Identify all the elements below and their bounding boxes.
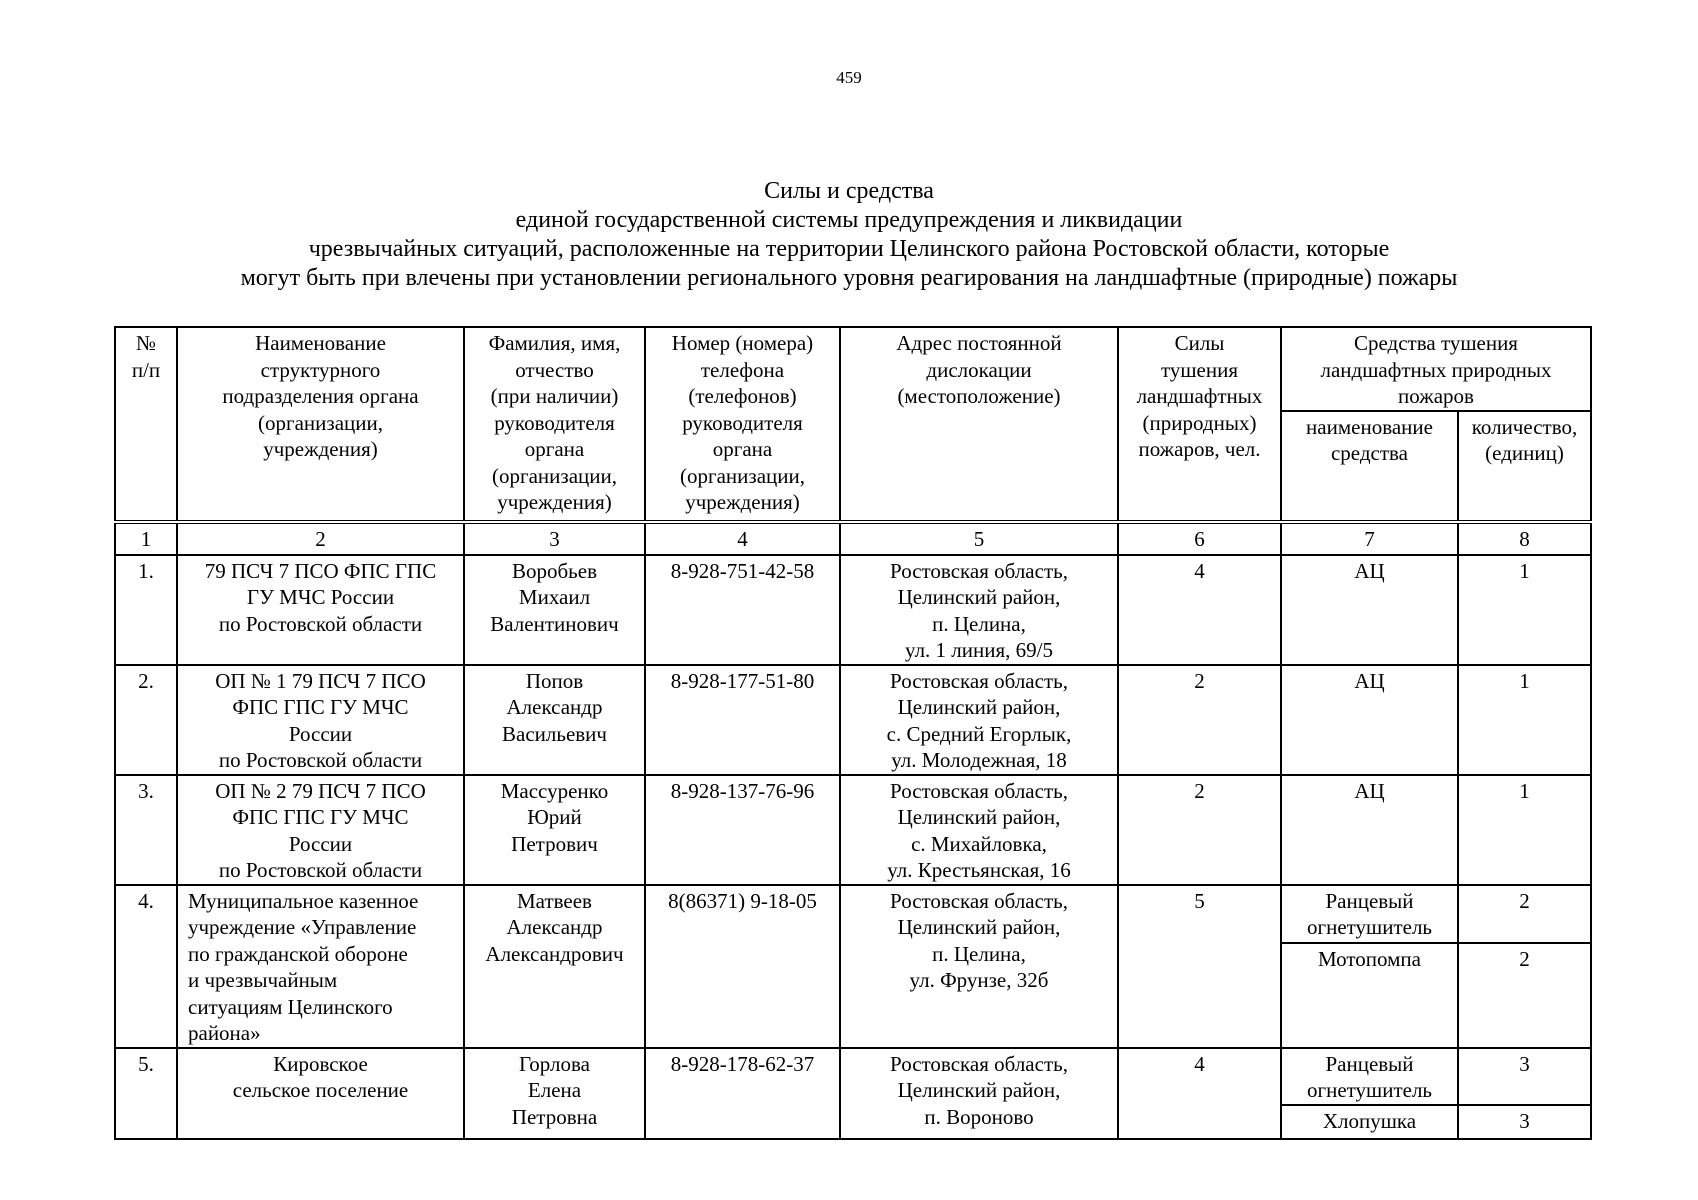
phone-cell — [645, 665, 840, 775]
means-qty-cell-line: 2 — [1519, 888, 1530, 913]
column-number: 2 — [177, 522, 464, 555]
forces-cell — [1118, 1048, 1281, 1139]
organization-cell-line: района» — [188, 1021, 261, 1045]
header-line: руководителя — [682, 410, 803, 435]
means-name-cell — [1281, 1105, 1458, 1139]
header-line: (природных) — [1142, 410, 1257, 435]
organization-cell-line: ФПС ГПС ГУ МЧС — [232, 695, 409, 719]
means-qty-cell-line: 1 — [1519, 668, 1530, 693]
header-line: (организации, — [680, 463, 805, 488]
organization-cell-line: ОП № 2 79 ПСЧ 7 ПСО — [215, 778, 426, 803]
organization-cell-line: ФПС ГПС ГУ МЧС — [232, 805, 409, 829]
head-name-cell — [464, 775, 645, 885]
means-name-cell-line: Мотопомпа — [1318, 946, 1421, 971]
address-cell-line: Целинский район, — [897, 1078, 1061, 1102]
organization-cell-line: ОП № 1 79 ПСЧ 7 ПСО — [215, 668, 426, 693]
address-cell-line: Целинский район, — [897, 585, 1061, 609]
means-qty-cell — [1458, 775, 1591, 885]
means-qty-cell-line: 2 — [1519, 946, 1530, 971]
organization-cell — [177, 775, 464, 885]
header-phone — [645, 327, 840, 522]
table-row — [115, 555, 1591, 665]
header-line: (при наличии) — [490, 384, 619, 408]
row-number — [115, 885, 177, 1048]
address-cell-line: Ростовская область, — [890, 558, 1068, 583]
head-name-cell-line: Елена — [527, 1078, 582, 1102]
means-qty-cell — [1458, 943, 1591, 1048]
header-line: учреждения) — [497, 490, 612, 514]
address-cell-line: с. Михайловка, — [911, 831, 1047, 856]
means-name-cell-line: огнетушитель — [1306, 915, 1433, 939]
organization-cell-line: ситуациям Целинского — [188, 994, 393, 1019]
head-name-cell-line: Васильевич — [502, 721, 607, 746]
header-means-group — [1281, 327, 1591, 411]
title-line: чрезвычайных ситуаций, расположенные на территории Целинского района Ростовской области, которые — [308, 236, 1390, 262]
header-line: (телефонов) — [688, 384, 797, 408]
head-name-cell-line: Михаил — [518, 585, 591, 609]
means-name-cell — [1281, 1048, 1458, 1105]
header-organization — [177, 327, 464, 522]
header-line: руководителя — [494, 410, 615, 435]
header-line: ландшафтных — [1136, 384, 1263, 408]
means-name-cell-line: Ранцевый — [1325, 1051, 1414, 1076]
forces-cell — [1118, 555, 1281, 665]
means-qty-cell-line: 1 — [1519, 558, 1530, 583]
means-name-cell-line: Хлопушка — [1322, 1108, 1417, 1133]
head-name-cell — [464, 555, 645, 665]
address-cell-line: Целинский район, — [897, 915, 1061, 939]
organization-cell-line: по Ростовской области — [218, 611, 423, 636]
means-name-cell — [1281, 885, 1458, 943]
table-row — [115, 665, 1591, 775]
organization-cell — [177, 885, 464, 1048]
address-cell-line: п. Вороново — [924, 1104, 1034, 1129]
column-number: 4 — [645, 522, 840, 555]
head-name-cell-line: Горлова — [519, 1051, 590, 1076]
head-name-cell-line: Петрович — [511, 831, 598, 856]
means-name-cell — [1281, 775, 1458, 885]
means-name-cell-line: Ранцевый — [1325, 888, 1414, 913]
head-name-cell — [464, 665, 645, 775]
header-line: органа — [524, 437, 585, 461]
header-line: Адрес постоянной — [896, 331, 1062, 355]
header-line: тушения — [1160, 357, 1239, 382]
forces-cell-line: 2 — [1194, 778, 1205, 803]
means-name-cell-line: АЦ — [1354, 668, 1385, 693]
header-number — [115, 327, 177, 522]
header-line: (организации, — [492, 463, 617, 488]
header-line: пожаров — [1398, 384, 1474, 408]
organization-cell — [177, 1048, 464, 1139]
means-name-cell-line: огнетушитель — [1306, 1078, 1433, 1102]
organization-cell-line: ГУ МЧС России — [246, 585, 395, 609]
page-number: 459 — [836, 68, 862, 87]
organization-cell-line: Муниципальное казенное — [188, 888, 419, 913]
address-cell — [840, 555, 1118, 665]
address-cell-line: Целинский район, — [897, 695, 1061, 719]
forces-cell-line: 5 — [1194, 888, 1205, 913]
row-number-line: 1. — [138, 558, 154, 583]
header-line: количество, — [1471, 414, 1578, 439]
column-number: 3 — [464, 522, 645, 555]
document-title — [0, 177, 1698, 293]
head-name-cell-line: Воробьев — [511, 558, 597, 583]
header-line: (единиц) — [1485, 441, 1564, 465]
header-line: органа — [712, 437, 773, 461]
title-line: единой государственной системы предупреждения и ликвидации — [515, 207, 1183, 233]
title-line: могут быть при влечены при установлении регионального уровня реагирования на ландшафтные (природные) пожары — [240, 265, 1458, 291]
organization-cell-line: по гражданской обороне — [188, 941, 408, 966]
header-address — [840, 327, 1118, 522]
header-line: средства — [1330, 441, 1408, 465]
means-qty-cell — [1458, 1105, 1591, 1139]
header-line: учреждения) — [263, 437, 378, 461]
row-number — [115, 1048, 177, 1139]
header-line: Наименование — [255, 331, 386, 355]
row-number-line: 2. — [138, 668, 154, 693]
address-cell-line: ул. Фрунзе, 32б — [909, 968, 1049, 992]
column-number: 7 — [1281, 522, 1458, 555]
organization-cell-line: России — [288, 831, 353, 856]
head-name-cell-line: Попов — [525, 668, 584, 693]
organization-cell-line: Кировское — [273, 1051, 368, 1076]
organization-cell — [177, 555, 464, 665]
organization-cell-line: по Ростовской области — [218, 858, 423, 882]
forces-cell — [1118, 665, 1281, 775]
address-cell — [840, 775, 1118, 885]
address-cell-line: Ростовская область, — [890, 778, 1068, 803]
phone-cell — [645, 775, 840, 885]
address-cell-line: ул. Молодежная, 18 — [891, 748, 1067, 772]
address-cell-line: п. Целина, — [932, 941, 1026, 966]
means-qty-cell — [1458, 555, 1591, 665]
header-line: Средства тушения — [1354, 331, 1518, 355]
row-number — [115, 555, 177, 665]
head-name-cell-line: Петровна — [511, 1104, 598, 1129]
forces-cell-line: 4 — [1194, 558, 1205, 583]
header-head-name — [464, 327, 645, 522]
header-line: телефона — [700, 357, 785, 382]
address-cell-line: Ростовская область, — [890, 1051, 1068, 1076]
phone-cell-line: 8-928-751-42-58 — [670, 558, 815, 583]
organization-cell-line: учреждение «Управление — [188, 915, 417, 939]
head-name-cell-line: Матвеев — [517, 888, 592, 913]
means-name-cell — [1281, 555, 1458, 665]
head-name-cell — [464, 885, 645, 1048]
header-line: пожаров, чел. — [1138, 437, 1261, 461]
address-cell — [840, 1048, 1118, 1139]
header-line: отчество — [515, 357, 594, 382]
organization-cell-line: и чрезвычайным — [188, 968, 338, 992]
row-number-line: 3. — [138, 778, 154, 803]
column-number: 5 — [840, 522, 1118, 555]
header-line: наименование — [1306, 414, 1433, 439]
organization-cell-line: по Ростовской области — [218, 748, 423, 772]
address-cell — [840, 665, 1118, 775]
address-cell — [840, 885, 1118, 1048]
header-line: ландшафтных природных — [1320, 357, 1552, 382]
organization-cell-line: России — [288, 721, 353, 746]
phone-cell — [645, 555, 840, 665]
means-name-cell — [1281, 665, 1458, 775]
table-row — [115, 885, 1591, 943]
header-line: дислокации — [926, 357, 1032, 382]
means-qty-cell — [1458, 885, 1591, 943]
organization-cell-line: сельское поселение — [232, 1078, 409, 1102]
means-qty-cell — [1458, 1048, 1591, 1105]
address-cell-line: Целинский район, — [897, 805, 1061, 829]
row-number-line: 4. — [138, 888, 154, 913]
row-number-line: 5. — [138, 1051, 154, 1076]
means-qty-cell-line: 1 — [1519, 778, 1530, 803]
column-number-row — [115, 522, 1591, 555]
head-name-cell-line: Александрович — [485, 941, 624, 966]
phone-cell-line: 8-928-178-62-37 — [670, 1051, 815, 1076]
address-cell-line: ул. 1 линия, 69/5 — [905, 638, 1053, 662]
header-line: учреждения) — [685, 490, 800, 514]
header-means-qty — [1458, 411, 1591, 523]
means-qty-cell-line: 3 — [1519, 1108, 1530, 1133]
head-name-cell-line: Юрий — [527, 805, 582, 829]
row-number — [115, 665, 177, 775]
column-number: 8 — [1458, 522, 1591, 555]
phone-cell-line: 8-928-137-76-96 — [670, 778, 815, 803]
organization-cell — [177, 665, 464, 775]
head-name-cell-line: Александр — [506, 695, 603, 719]
table-row — [115, 1048, 1591, 1105]
address-cell-line: Ростовская область, — [890, 668, 1068, 693]
organization-cell-line: 79 ПСЧ 7 ПСО ФПС ГПС — [204, 558, 437, 583]
header-line: Номер (номера) — [671, 331, 814, 355]
column-number: 1 — [115, 522, 177, 555]
table-row — [115, 775, 1591, 885]
means-name-cell — [1281, 943, 1458, 1048]
head-name-cell-line: Валентинович — [490, 611, 619, 636]
address-cell-line: Ростовская область, — [890, 888, 1068, 913]
forces-cell-line: 4 — [1194, 1051, 1205, 1076]
forces-cell — [1118, 885, 1281, 1048]
header-line: Фамилия, имя, — [488, 331, 621, 355]
head-name-cell-line: Александр — [506, 915, 603, 939]
header-line: п/п — [131, 357, 161, 382]
column-number: 6 — [1118, 522, 1281, 555]
means-qty-cell-line: 3 — [1519, 1051, 1530, 1076]
means-name-cell-line: АЦ — [1354, 558, 1385, 583]
header-line: структурного — [260, 357, 381, 382]
header-line: № — [135, 331, 157, 355]
address-cell-line: п. Целина, — [932, 611, 1026, 636]
address-cell-line: с. Средний Егорлык, — [886, 721, 1072, 746]
means-qty-cell — [1458, 665, 1591, 775]
title-line: Силы и средства — [764, 178, 934, 204]
phone-cell — [645, 885, 840, 1048]
header-line: (организации, — [258, 410, 383, 435]
address-cell-line: ул. Крестьянская, 16 — [887, 858, 1071, 882]
header-line: Силы — [1174, 331, 1225, 355]
head-name-cell — [464, 1048, 645, 1139]
phone-cell — [645, 1048, 840, 1139]
header-forces — [1118, 327, 1281, 522]
phone-cell-line: 8(86371) 9-18-05 — [668, 888, 817, 913]
header-means-name — [1281, 411, 1458, 523]
forces-cell-line: 2 — [1194, 668, 1205, 693]
header-line: подразделения органа — [222, 384, 419, 408]
means-name-cell-line: АЦ — [1354, 778, 1385, 803]
head-name-cell-line: Массуренко — [500, 778, 609, 803]
row-number — [115, 775, 177, 885]
forces-table — [114, 326, 1592, 1140]
forces-cell — [1118, 775, 1281, 885]
phone-cell-line: 8-928-177-51-80 — [670, 668, 815, 693]
header-line: (местоположение) — [897, 384, 1061, 408]
